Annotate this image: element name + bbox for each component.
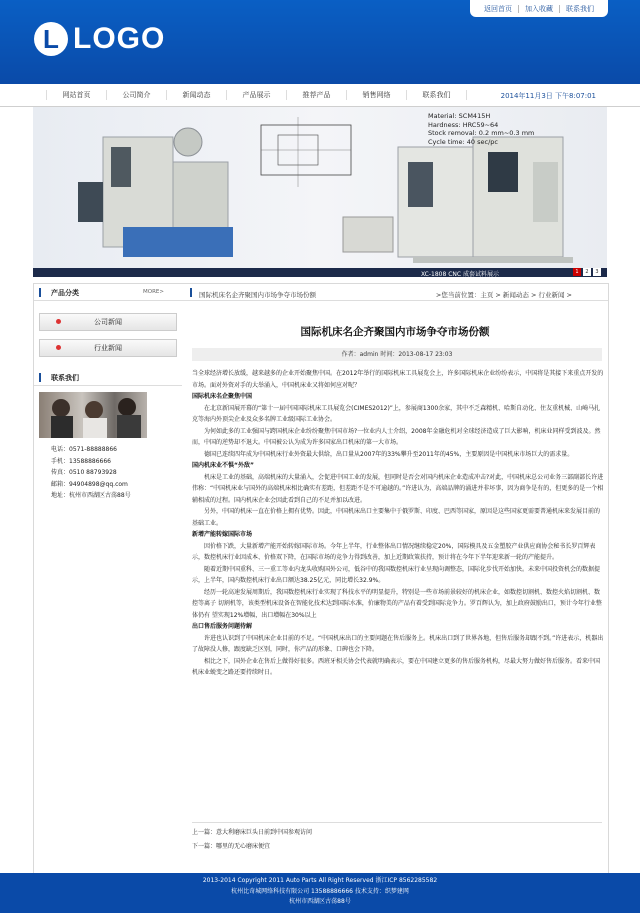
nav-item-home[interactable]: 网站首页 — [46, 90, 107, 100]
slide-dot-2[interactable]: 2 — [583, 268, 591, 276]
content-container — [33, 283, 609, 875]
contact-section-header — [34, 369, 182, 386]
home-link[interactable]: 返回首页 — [484, 4, 512, 13]
sidebar — [34, 284, 182, 502]
bullet-icon — [56, 319, 61, 324]
contact-link[interactable]: 联系我们 — [566, 4, 594, 13]
products-section-header — [34, 284, 182, 301]
category-industry-news[interactable] — [39, 339, 177, 357]
top-links — [470, 0, 608, 17]
more-link[interactable]: MORE> — [143, 289, 164, 295]
contact-info — [51, 444, 182, 502]
contact-photo — [39, 392, 147, 438]
header-marker — [39, 373, 41, 382]
bookmark-link[interactable]: 加入收藏 — [525, 4, 553, 13]
bullet-icon — [56, 345, 61, 350]
article-paragraph: 相比之下，国外企业在售后上做得好很多。西班牙相关协会代表就明确表示，要在中国建立更多的售后服务机构，尽最大努力做好售后服务。看来中国机床业蜕变之路还要持续时日。 — [192, 657, 601, 676]
footer — [0, 873, 640, 913]
article-paragraph: 随着近期中国重科、三一重工等业内龙头收购国外公司，低谷中的我国数控机床行业呈现向调整态，国际化步伐开始加快。未来中国投资机会的数据提示，上半年，国内数控机床行业出口额达38.25亿元，同比增长32.9%。 — [192, 565, 601, 584]
products-section-title: 产品分类 — [51, 289, 79, 297]
article-header-bar — [182, 284, 608, 301]
header — [0, 0, 640, 84]
contact-fax: 传真：0510 88793928 — [51, 469, 117, 476]
article-paragraph: 许进也认识到了中国机床企业目前的不足。“中国机床出口的主要问题在售后服务上。机床出口到了世界各地，但售后服务却跟不到。”许进表示，机器出了故障没人修，跟度缺乏区别，同时，你产品的形象、口碑也会下降。 — [192, 634, 604, 653]
slide-dot-1[interactable]: 1 — [573, 268, 581, 276]
article-paragraph: 因价格下跌，大量新增产能开始转嫁国际市场。今年上半年，行业整体出口情况继续稳定20%，国际模具及五金塑胶产业供应商协会秘书长罗百辉表示，数控机床行业因成本、价格双下降，在国际市场的竞争力得到改善，加上近期政策扶持，预计将在今年下半年迎来新一轮的产能提升。 — [192, 542, 596, 561]
spec-line: Hardness: HRC59~64 — [428, 120, 499, 129]
article-paragraph: 机床是工业的基础，高端机床的大量涌入，会促进中国工业的发展，但同时是否会对国内机床企业造成冲击?对此，中国机床总公司业务三部副部长许进伟称：“中国机床业与国外的高端机床相比确实有差距，但差距不是不可逾越的。”许进认为，高端品牌的涌进并非坏事，因为商争是有的，但更多的是一个相辅相成的过程。国内机床企业会因此看到自己的不足并加以改进。 — [192, 473, 604, 504]
prev-article-link[interactable]: 上一篇：意大利磨床巨头日前到中国参观访问 — [192, 829, 313, 836]
current-date: 2014年11月3日 下午8:07:01 — [500, 92, 596, 100]
logo-mark: L — [34, 22, 68, 56]
divider — [559, 5, 560, 13]
banner-caption: XC-1808 CNC 成套试料展示 — [421, 271, 499, 277]
spec-line: Material: SCM415H — [428, 112, 491, 120]
article-meta: 作者：admin 时间：2013-08-17 23:03 — [192, 348, 602, 361]
nav-item-about[interactable]: 公司简介 — [107, 90, 167, 100]
main-nav — [0, 84, 640, 107]
article-subheading: 出口售后服务问题待解 — [192, 623, 253, 630]
slide-dot-3[interactable]: 3 — [593, 268, 601, 276]
contact-mobile: 手机：13588886666 — [51, 457, 111, 465]
contact-section-title: 联系我们 — [51, 374, 79, 382]
category-company-news[interactable] — [39, 313, 177, 331]
nav-item-products[interactable]: 产品展示 — [227, 90, 287, 100]
category-label: 行业新闻 — [94, 344, 122, 352]
breadcrumb[interactable]: >您当前位置：主页 > 新闻动态 > 行业新闻 > — [435, 291, 572, 299]
article-area — [182, 284, 608, 850]
banner[interactable] — [33, 107, 607, 277]
article-paragraph: 德国已连续四年成为中国机床行业外资最大供给，出口量从2007年的33%攀升至2011年的45%，主要原因是中国机床市场巨大的需求量。 — [204, 450, 574, 458]
article-title: 国际机床名企齐聚国内市场争夺市场份额 — [300, 326, 490, 338]
contact-phone: 电话：0571-88888866 — [51, 446, 117, 453]
nav-item-news[interactable]: 新闻动态 — [167, 90, 227, 100]
article-nav — [192, 826, 312, 854]
logo-text: LOGO — [73, 22, 166, 55]
nav-item-contact[interactable]: 联系我们 — [407, 90, 467, 100]
footer-company: 杭州比奇城网络科技有限公司 13588886666 技术支持：织梦建网 — [231, 887, 409, 895]
contact-address: 地址：杭州市西湖区古荡88号 — [51, 492, 131, 499]
header-marker — [190, 288, 192, 297]
article-paragraph: 另外，中国的机床一直在价格上拥有优势。因此，中国机床出口主要集中于俄罗斯、印度、巴西等国家，原因是这些国家更需要普通机床来发展目前的基础工业。 — [192, 508, 601, 527]
divider — [192, 822, 602, 823]
logo[interactable] — [34, 22, 165, 56]
nav-item-recommended[interactable]: 推荐产品 — [287, 90, 347, 100]
article-paragraph: 为何如此多的工业强国与跨国机床企业纷纷聚焦中国市场?一位业内人士介绍，2008年金融危机对全球经济造成了巨大影响，机床业同样受到波及。然而，中国的逆势却不退大。中国被公认为成为许多国家出口机床的第一大市场。 — [192, 427, 601, 446]
section-title: 国际机床名企齐聚国内市场争夺市场份额 — [199, 291, 316, 299]
footer-copyright: 2013-2014 Copyright 2011 Auto Parts All Right Reserved 浙江ICP 8562285582 — [202, 877, 438, 884]
category-label: 公司新闻 — [94, 318, 122, 326]
article-subheading: 国际机床名企聚焦中国 — [192, 393, 253, 400]
spec-line: Stock removal: 0.2 mm~0.3 mm — [428, 129, 535, 137]
article-paragraph: 经历一轮高速发展周期后，我国数控机床行业实现了科技水平的明显提升，特别是一些市场前景较好的机床企业，如数控切割机、数控火焰切割机、数控等离子 切割机等，该类型机床设备在智能化技术达到国际水准，价廉物美的产品有着受到国际竞争力。罗百辉认为，加上政府鼓励出口，预计今年行业整体仍有 望实现12%增幅，出口增幅在30%以上 — [192, 588, 602, 619]
article-paragraph: 在北京新国展开幕的“第十一届中国国际机床工具展览会(CIMES2012)”上，参展商1300余家，其中不乏森精机、哈斯自动化、住友重机械、山崎马扎克等海内外顶尖企业及众多名牌工业级国际工业协会。 — [192, 404, 601, 423]
header-marker — [39, 288, 41, 297]
footer-address: 杭州市西湖区古荡88号 — [289, 898, 351, 905]
article-paragraph: 当全球经济增长放缓，越来越多的企业开始聚焦中国。在2012年举行的国际机床工具展览会上，许多国际机床企业纷纷表示，中国将是其接下来重点开发的市场。面对外资对手的大举涌入，中国机床业又将如何应对呢？ — [192, 370, 604, 389]
divider — [518, 5, 519, 13]
next-article-link[interactable]: 下一篇：哪里的无心磨床便宜 — [192, 843, 271, 850]
spec-line: Cycle time: 40 sec/pc — [428, 137, 498, 146]
article-subheading: 国内机床业不惧“外敌” — [192, 462, 254, 469]
nav-item-sales[interactable]: 销售网络 — [347, 90, 407, 100]
article-body — [192, 368, 604, 679]
article-subheading: 新增产能转嫁国际市场 — [192, 531, 253, 538]
contact-email: 邮箱：94904898@qq.com — [51, 480, 128, 488]
